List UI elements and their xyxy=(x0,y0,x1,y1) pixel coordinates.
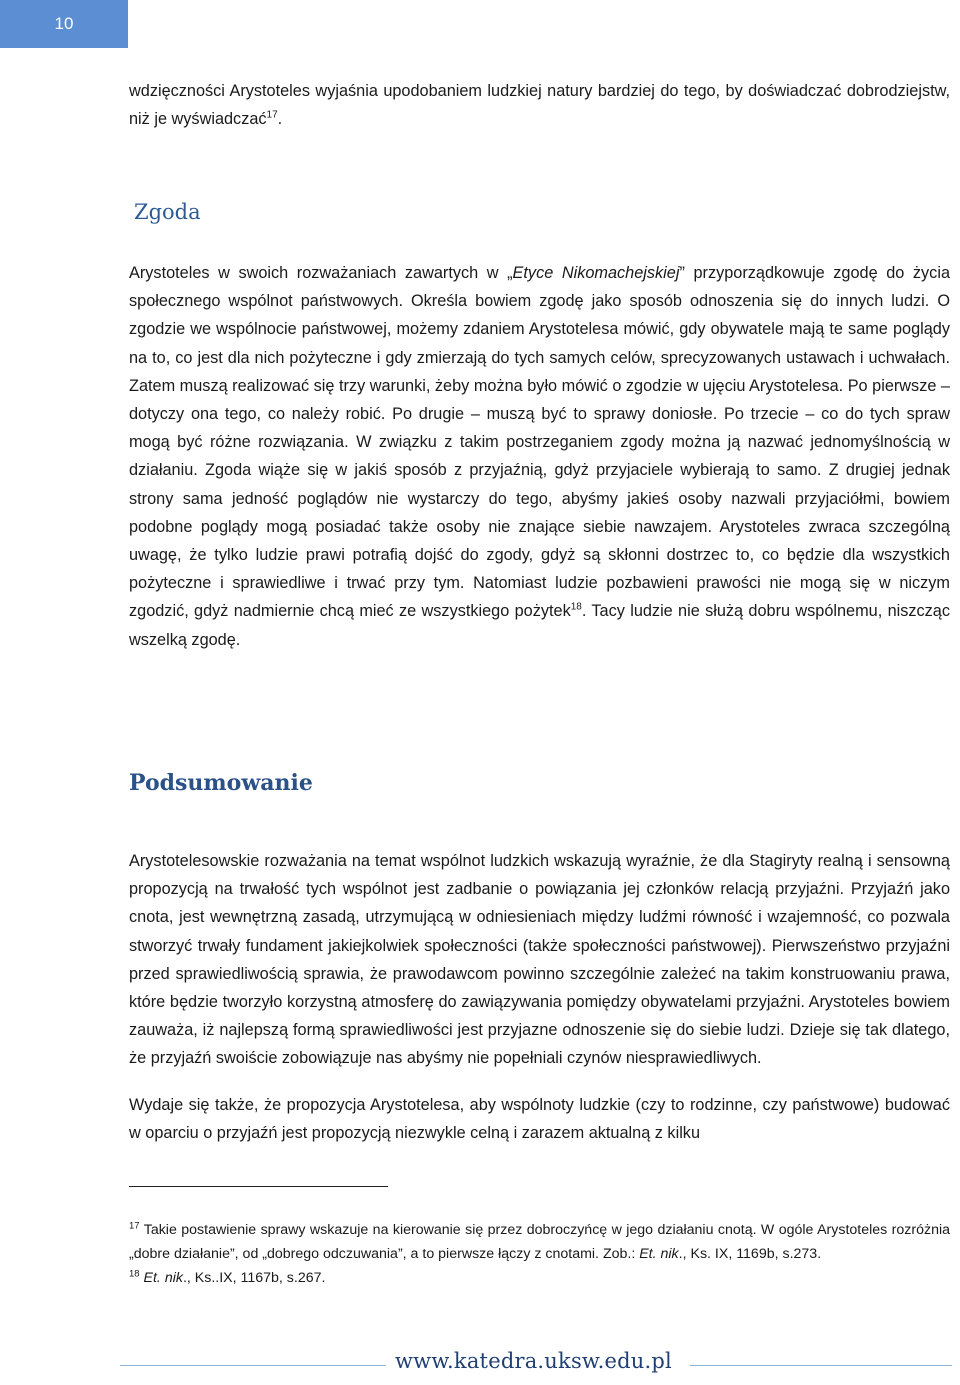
footnote-18 xyxy=(129,1266,950,1290)
footnotes xyxy=(129,1218,950,1290)
zgoda-lead xyxy=(129,264,950,310)
podsumowanie-paragraph-2: Wydaje się także, że propozycja Arystotelesa, aby wspólnoty ludzkie (czy to rodzinne, czy państwowe) budować w oparciu o przyjaźń jest propozycją niezwykle celną i zarazem aktualną z kilku xyxy=(129,1095,950,1142)
footnote-17-text: Takie postawienie sprawy wskazuje na kierowanie się przez dobroczyńcę w jego działaniu cnotą. W ogóle Arystoteles rozróżnia „dobre działanie”, od „dobrego odczuwania”, a to pierwsze łączy z cnotami. Zob.: xyxy=(129,1222,950,1262)
page-number: 10 xyxy=(54,14,74,33)
zgoda-lead-post: ” przyporządkowuje zgodę do życia społecznego wspólnot państwowych. Określa bowiem zgodę jako sposób odnoszenia się do innych ludzi. xyxy=(129,264,950,311)
footer-rule-right xyxy=(690,1365,952,1366)
footnote-17-number: 17 xyxy=(129,1220,140,1232)
section-heading-zgoda: Zgoda xyxy=(134,200,201,224)
zgoda-paragraph xyxy=(129,259,950,654)
footnote-18-number: 18 xyxy=(129,1268,140,1280)
zgoda-end-text: . Tacy ludzie nie służą dobru wspólnemu, niszcząc wszelką zgodę. xyxy=(129,602,951,649)
intro-text: wdzięczności Arystoteles wyjaśnia upodobaniem ludzkiej natury bardziej do tego, by doświadczać dobrodziejstw, niż je wyświadczać xyxy=(129,82,950,129)
zgoda-main-text: O zgodzie we wspólnocie państwowej, możemy zdaniem Arystotelesa mówić, gdy obywatele mają te same poglądy na to, co jest dla nich pożyteczne i gdy zmierzają do tych samych celów, sprecyzowanych ustawach i uchwałach. Zatem muszą realizować się trzy warunki, żeby można było mówić o zgodzie w ujęciu Arystotelesa. Po pierwsze – dotyczy ona tego, co należy robić. Po drugie – muszą być to sprawy doniosłe. Po trzecie – co do tych spraw mogą być różne rozwiązania. W związku z takim postrzeganiem zgody można ją nazwać jednomyślnością w działaniu. Zgoda wiąże się w jakiś sposób z przyjaźnią, gdyż przyjaciele wybierają to samo. Z drugiej jednak strony sama jedność poglądów nie wystarczy do tego, abyśmy jakieś osoby nazwali przyjaciółmi, bowiem podobne poglądy mogą posiadać także osoby nie znające siebie nawzajem. Arystoteles zwraca szczególną uwagę, że tylko ludzie prawi potrafią dojść do zgody, gdyż są skłonni dostrzec to, co będzie dla wszystkich pożyteczne i sprawiedliwe i trwać przy tym. Natomiast ludzie pozbawieni prawości nie mogą się w niczym zgodzić, gdyż nadmiernie chcą mieć ze wszystkiego pożytek xyxy=(129,292,950,621)
page-number-tab xyxy=(0,0,128,48)
footnote-17-italic: Et. nik xyxy=(639,1246,679,1262)
intro-paragraph xyxy=(129,77,950,133)
footnote-18-end: ., Ks..IX, 1167b, s.267. xyxy=(182,1270,326,1286)
footnote-ref-17: 17 xyxy=(266,109,278,121)
section-podsumowanie-body xyxy=(129,847,950,1147)
footer-url[interactable]: www.katedra.uksw.edu.pl xyxy=(395,1349,672,1373)
footer-rule-left xyxy=(120,1365,386,1366)
footnote-18-italic: Et. nik xyxy=(143,1270,183,1286)
zgoda-lead-pre: Arystoteles w swoich rozważaniach zawartych w „ xyxy=(129,264,513,282)
section-zgoda-body xyxy=(129,259,950,654)
book-title: Etyce Nikomachejskiej xyxy=(512,264,680,282)
footnote-separator xyxy=(129,1186,388,1187)
footnote-17-end: ., Ks. IX, 1169b, s.273. xyxy=(678,1246,822,1262)
footnote-17 xyxy=(129,1218,950,1266)
intro-end: . xyxy=(277,110,283,129)
section-heading-podsumowanie: Podsumowanie xyxy=(129,770,313,796)
footnote-ref-18: 18 xyxy=(570,602,582,614)
podsumowanie-paragraph-1: Arystotelesowskie rozważania na temat wspólnot ludzkich wskazują wyraźnie, że dla Stagiryty realną i sensowną propozycją na trwałość tych wspólnot jest zadbanie o powiązania jej członków relacją przyjaźni. Przyjaźń jako cnota, jest wewnętrzną zasadą, utrzymującą w odniesieniach między ludźmi równość i wzajemność, co pozwala stworzyć trwały fundament jakiejkolwiek społeczności (także społeczności państwowej). Pierwszeństwo przyjaźni przed sprawiedliwością sprawia, że prawodawcom powinno szczególnie zależeć na takim konstruowaniu prawa, które będzie tworzyło korzystną atmosferę do zawiązywania pomiędzy obywatelami przyjaźni. Arystoteles bowiem zauważa, iż najlepszą formą sprawiedliwości jest przyjazne odnoszenie się do siebie ludzi. Dzieje się tak dlatego, że przyjaźń swoiście zobowiązuje nas abyśmy nie popełniali czynów niesprawiedliwych. xyxy=(129,852,950,1068)
